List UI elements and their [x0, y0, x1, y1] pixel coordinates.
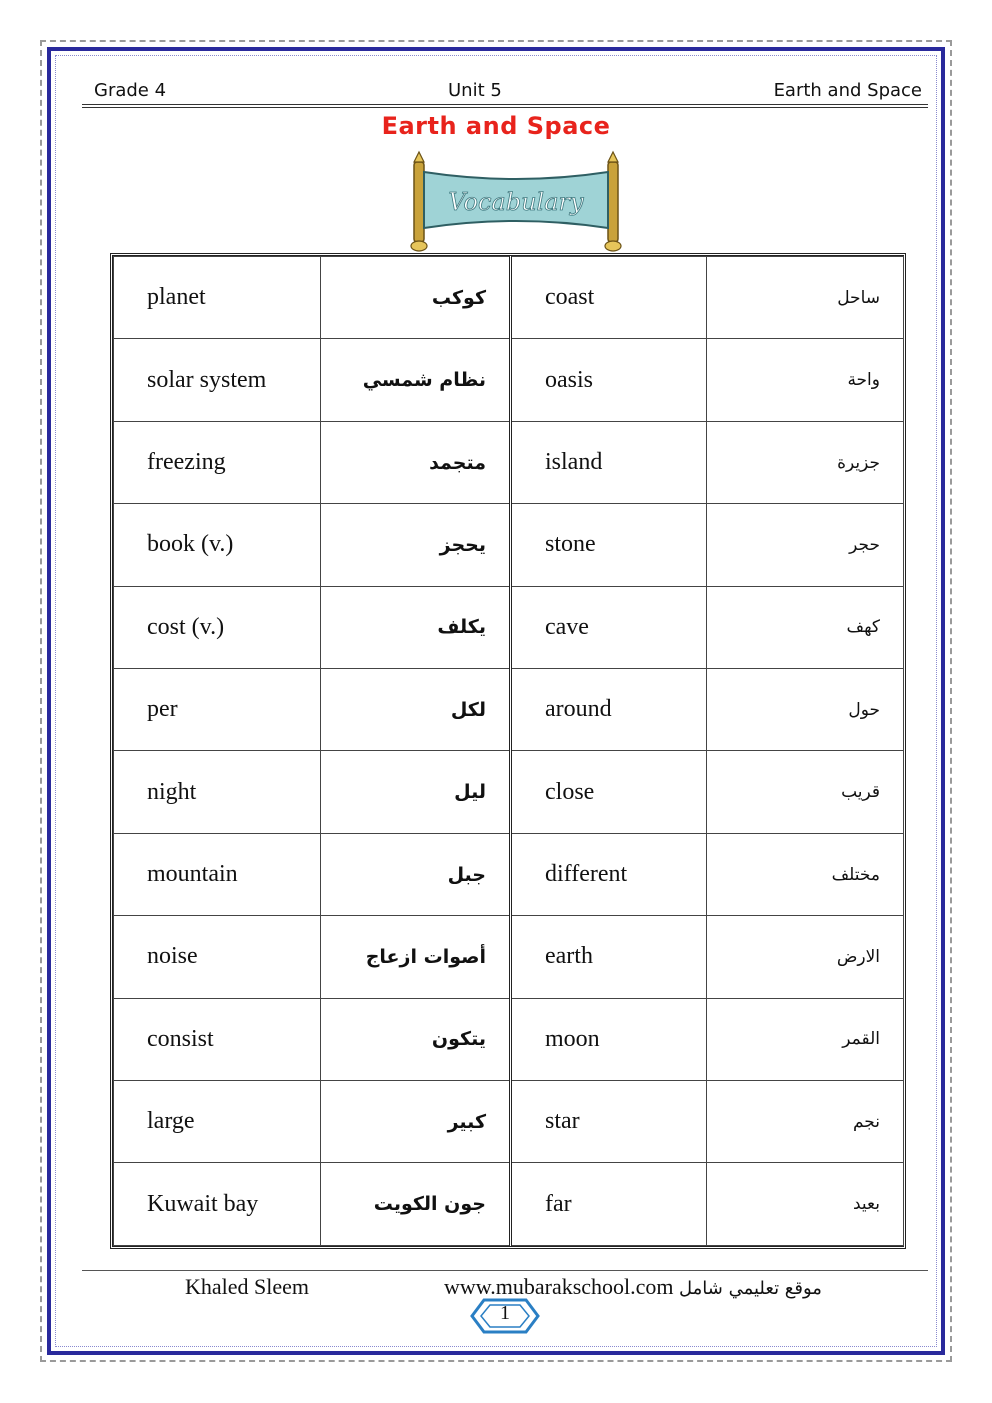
footer-divider [82, 1270, 928, 1271]
vocabulary-banner [400, 150, 632, 254]
arabic-translation: ساحل [707, 257, 904, 339]
header-divider [82, 104, 928, 105]
arabic-translation: جزيرة [707, 421, 904, 503]
arabic-translation: حجر [707, 504, 904, 586]
footer-site-url: www.mubarakschool.com [444, 1274, 674, 1299]
english-word: cave [511, 586, 707, 668]
english-word: large [114, 1081, 321, 1163]
arabic-translation: نظام شمسي [321, 339, 511, 421]
english-word: cost (v.) [114, 586, 321, 668]
arabic-translation: جون الكويت [321, 1163, 511, 1246]
english-word: moon [511, 998, 707, 1080]
table-row [114, 339, 904, 421]
arabic-translation: كهف [707, 586, 904, 668]
arabic-translation: يتكون [321, 998, 511, 1080]
page-header [82, 76, 928, 106]
footer-author: Khaled Sleem [185, 1274, 310, 1299]
table-row [114, 504, 904, 586]
header-topic: Earth and Space [773, 80, 922, 101]
english-word: freezing [114, 421, 321, 503]
english-word: stone [511, 504, 707, 586]
arabic-translation: الارض [707, 916, 904, 998]
english-word: per [114, 669, 321, 751]
page-number: 1 [500, 1302, 510, 1324]
arabic-translation: واحة [707, 339, 904, 421]
english-word: planet [114, 257, 321, 339]
header-grade: Grade 4 [94, 80, 167, 101]
arabic-translation: قريب [707, 751, 904, 833]
english-word: book (v.) [114, 504, 321, 586]
table-row [114, 257, 904, 339]
english-word: star [511, 1081, 707, 1163]
arabic-translation: متجمد [321, 421, 511, 503]
arabic-translation: حول [707, 669, 904, 751]
arabic-translation: نجم [707, 1081, 904, 1163]
header-divider-second [82, 107, 928, 108]
header-unit: Unit 5 [448, 80, 502, 101]
table-row [114, 586, 904, 668]
english-word: close [511, 751, 707, 833]
english-word: mountain [114, 833, 321, 915]
table-row [114, 916, 904, 998]
table-row [114, 1081, 904, 1163]
table-row [114, 1163, 904, 1246]
vocabulary-table [110, 253, 906, 1249]
table-row [114, 669, 904, 751]
english-word: island [511, 421, 707, 503]
arabic-translation: أصوات ازعاج [321, 916, 511, 998]
banner-label: Vocabulary [448, 188, 584, 216]
page-title: Earth and Space [381, 112, 611, 140]
arabic-translation: القمر [707, 998, 904, 1080]
arabic-translation: لكل [321, 669, 511, 751]
english-word: earth [511, 916, 707, 998]
arabic-translation: يحجز [321, 504, 511, 586]
english-word: consist [114, 998, 321, 1080]
english-word: different [511, 833, 707, 915]
english-word: night [114, 751, 321, 833]
english-word: around [511, 669, 707, 751]
arabic-translation: يكلف [321, 586, 511, 668]
table-row [114, 998, 904, 1080]
arabic-translation: مختلف [707, 833, 904, 915]
arabic-translation: كوكب [321, 257, 511, 339]
table-row [114, 751, 904, 833]
arabic-translation: ليل [321, 751, 511, 833]
footer-site-tagline: موقع تعليمي شامل [679, 1278, 822, 1299]
english-word: far [511, 1163, 707, 1246]
arabic-translation: بعيد [707, 1163, 904, 1246]
english-word: solar system [114, 339, 321, 421]
english-word: Kuwait bay [114, 1163, 321, 1246]
arabic-translation: كبير [321, 1081, 511, 1163]
arabic-translation: جبل [321, 833, 511, 915]
english-word: coast [511, 257, 707, 339]
table-row [114, 421, 904, 503]
table-row [114, 833, 904, 915]
english-word: oasis [511, 339, 707, 421]
english-word: noise [114, 916, 321, 998]
